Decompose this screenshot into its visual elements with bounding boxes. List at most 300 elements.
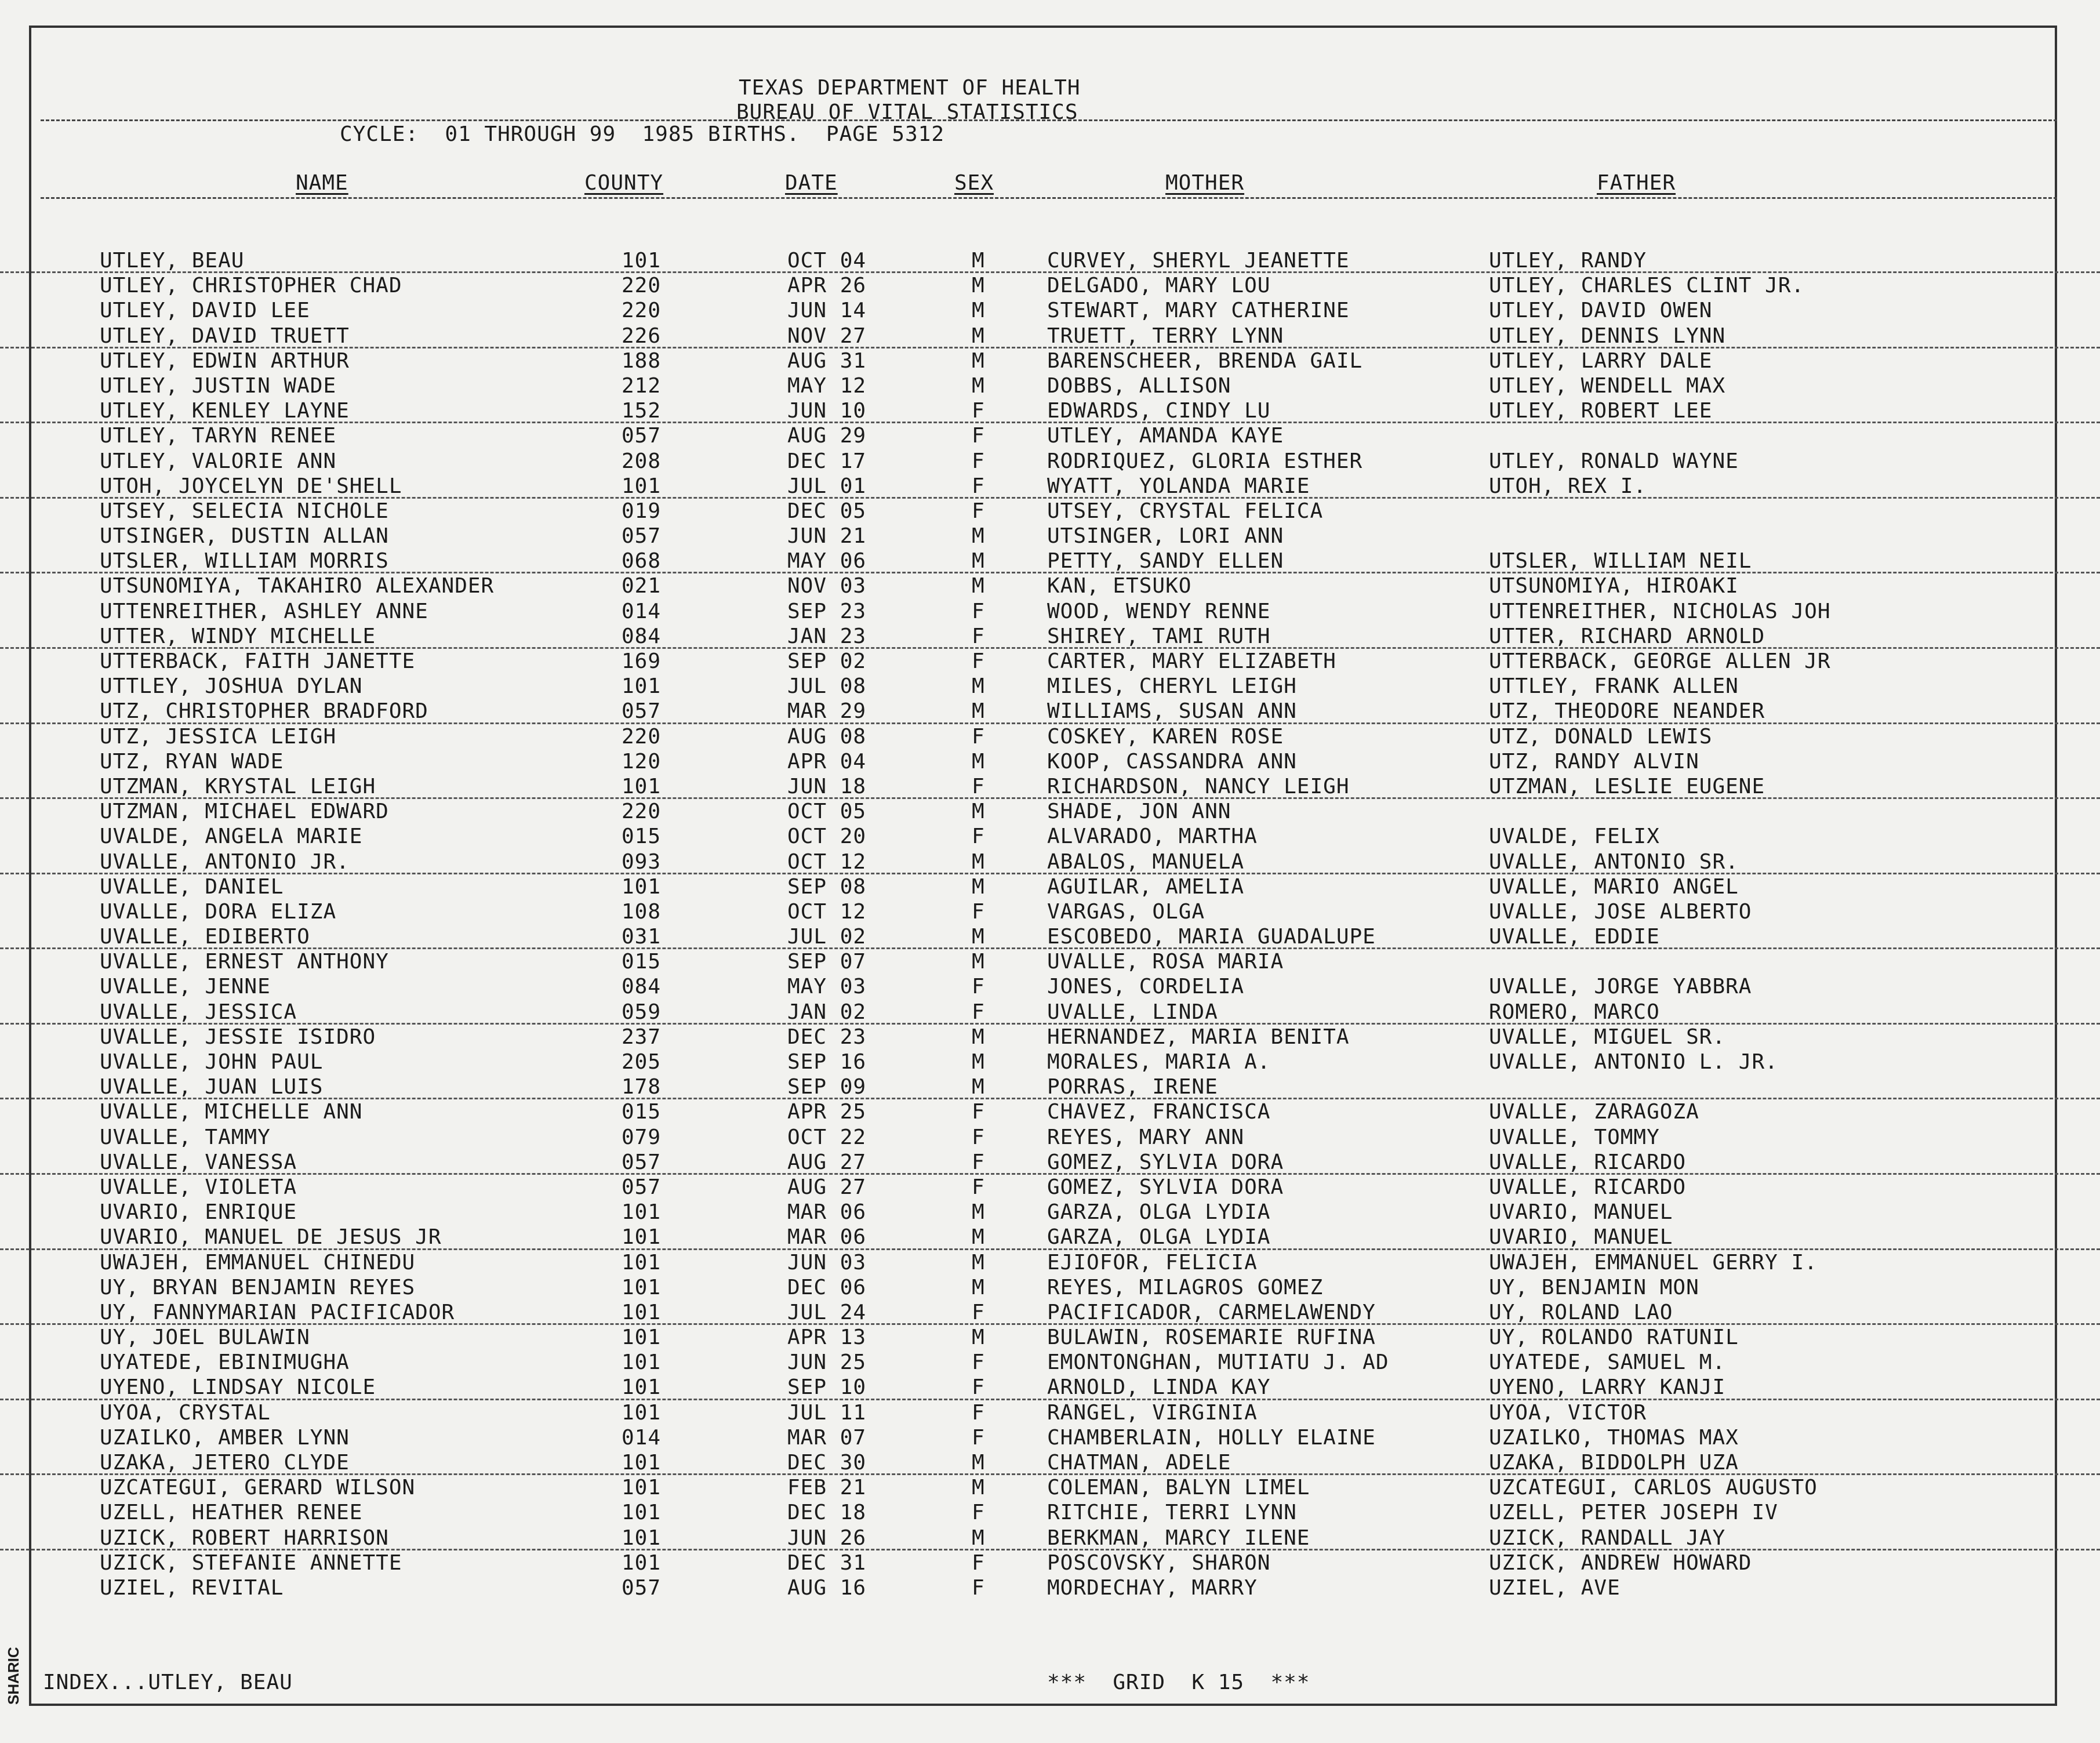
- record-sex: M: [972, 950, 985, 974]
- record-row: [0, 348, 2100, 373]
- record-row: [0, 1099, 2100, 1124]
- record-date: FEB 21: [787, 1476, 867, 1500]
- record-father: UTLEY, WENDELL MAX: [1489, 373, 1726, 398]
- col-name-header: NAME: [296, 171, 348, 195]
- record-row: [0, 398, 2100, 423]
- record-name: UYENO, LINDSAY NICOLE: [100, 1375, 376, 1400]
- record-sex: M: [972, 1275, 985, 1299]
- record-sex: M: [972, 524, 985, 549]
- record-name: UTLEY, DAVID TRUETT: [100, 324, 350, 348]
- record-father: UTLEY, RANDY: [1489, 249, 1647, 273]
- record-name: UVALLE, DORA ELIZA: [100, 899, 337, 924]
- record-mother: MORALES, MARIA A.: [1047, 1050, 1271, 1074]
- record-date: OCT 12: [787, 899, 867, 924]
- record-mother: PETTY, SANDY ELLEN: [1047, 549, 1284, 573]
- record-name: UY, FANNYMARIAN PACIFICADOR: [100, 1300, 455, 1324]
- record-mother: COLEMAN, BALYN LIMEL: [1047, 1476, 1310, 1500]
- record-county: 079: [622, 1125, 662, 1149]
- record-mother: STEWART, MARY CATHERINE: [1047, 299, 1350, 323]
- col-date-header: DATE: [785, 171, 838, 195]
- record-mother: RICHARDSON, NANCY LEIGH: [1047, 774, 1350, 798]
- record-sex: M: [972, 874, 985, 899]
- record-row: [0, 1225, 2100, 1250]
- record-sex: M: [972, 925, 985, 949]
- record-sex: M: [972, 1326, 985, 1350]
- record-sex: M: [972, 1526, 985, 1550]
- record-county: 220: [622, 299, 662, 323]
- record-sex: M: [972, 749, 985, 774]
- record-date: SEP 10: [787, 1375, 867, 1400]
- record-county: 101: [622, 1501, 662, 1525]
- record-name: UVALLE, VANESSA: [100, 1150, 297, 1174]
- record-name: UVALLE, JUAN LUIS: [100, 1075, 324, 1099]
- record-name: UTOH, JOYCELYN DE'SHELL: [100, 474, 402, 498]
- record-date: AUG 31: [787, 348, 867, 373]
- record-county: 101: [622, 1300, 662, 1324]
- record-county: 084: [622, 624, 662, 648]
- record-row: [0, 1400, 2100, 1425]
- record-date: JUN 26: [787, 1526, 867, 1550]
- record-name: UVALLE, JESSIE ISIDRO: [100, 1025, 376, 1049]
- record-sex: F: [972, 724, 985, 749]
- record-name: UVALLE, JOHN PAUL: [100, 1050, 324, 1074]
- record-row: [0, 273, 2100, 298]
- col-county-header: COUNTY: [584, 171, 664, 195]
- record-date: OCT 20: [787, 825, 867, 849]
- record-name: UVALLE, ANTONIO JR.: [100, 849, 350, 874]
- record-row: [0, 524, 2100, 549]
- footer-index: INDEX...UTLEY, BEAU: [43, 1671, 293, 1694]
- record-mother: GARZA, OLGA LYDIA: [1047, 1200, 1271, 1225]
- column-divider: [41, 197, 2057, 199]
- record-mother: AGUILAR, AMELIA: [1047, 874, 1245, 899]
- record-county: 015: [622, 1100, 662, 1124]
- record-date: MAR 29: [787, 699, 867, 724]
- record-date: DEC 18: [787, 1501, 867, 1525]
- record-father: UVARIO, MANUEL: [1489, 1200, 1673, 1225]
- record-date: MAY 12: [787, 373, 867, 398]
- record-row: [0, 573, 2100, 598]
- record-father: UVALLE, MARIO ANGEL: [1489, 874, 1739, 899]
- record-sex: M: [972, 1451, 985, 1475]
- record-mother: RANGEL, VIRGINIA: [1047, 1400, 1258, 1425]
- record-date: APR 26: [787, 274, 867, 298]
- record-date: SEP 02: [787, 649, 867, 673]
- record-date: DEC 05: [787, 499, 867, 523]
- record-sex: M: [972, 1476, 985, 1500]
- record-row: [0, 1175, 2100, 1200]
- record-date: JUN 14: [787, 299, 867, 323]
- record-date: JUL 01: [787, 474, 867, 498]
- record-name: UTLEY, KENLEY LAYNE: [100, 399, 350, 423]
- record-sex: F: [972, 1425, 985, 1450]
- record-sex: M: [972, 1050, 985, 1074]
- record-name: UVALLE, ERNEST ANTHONY: [100, 950, 389, 974]
- record-row: [0, 1475, 2100, 1500]
- record-row: [0, 298, 2100, 323]
- record-name: UTTER, WINDY MICHELLE: [100, 624, 376, 648]
- record-county: 101: [622, 1476, 662, 1500]
- record-date: SEP 23: [787, 599, 867, 623]
- record-mother: GOMEZ, SYLVIA DORA: [1047, 1175, 1284, 1199]
- record-mother: BERKMAN, MARCY ILENE: [1047, 1526, 1310, 1550]
- record-name: UYOA, CRYSTAL: [100, 1400, 271, 1425]
- record-date: JUL 11: [787, 1400, 867, 1425]
- record-mother: CHATMAN, ADELE: [1047, 1451, 1231, 1475]
- record-name: UTLEY, CHRISTOPHER CHAD: [100, 274, 402, 298]
- header-bureau: BUREAU OF VITAL STATISTICS: [736, 100, 1078, 124]
- record-mother: REYES, MARY ANN: [1047, 1125, 1245, 1149]
- record-father: UWAJEH, EMMANUEL GERRY I.: [1489, 1250, 1818, 1274]
- record-row: [0, 1025, 2100, 1050]
- record-name: UZICK, ROBERT HARRISON: [100, 1526, 389, 1550]
- record-row: [0, 1150, 2100, 1175]
- record-county: 101: [622, 249, 662, 273]
- record-name: UY, BRYAN BENJAMIN REYES: [100, 1275, 416, 1299]
- record-mother: KAN, ETSUKO: [1047, 574, 1192, 598]
- record-father: UTLEY, LARRY DALE: [1489, 348, 1713, 373]
- record-date: MAR 06: [787, 1225, 867, 1250]
- record-row: [0, 1550, 2100, 1575]
- record-county: 031: [622, 925, 662, 949]
- record-name: UTLEY, DAVID LEE: [100, 299, 310, 323]
- record-row: [0, 649, 2100, 674]
- record-father: UTLEY, CHARLES CLINT JR.: [1489, 274, 1805, 298]
- record-mother: UTSINGER, LORI ANN: [1047, 524, 1284, 549]
- record-mother: WILLIAMS, SUSAN ANN: [1047, 699, 1297, 724]
- record-county: 057: [622, 1175, 662, 1199]
- record-mother: CHAVEZ, FRANCISCA: [1047, 1100, 1271, 1124]
- record-sex: F: [972, 1175, 985, 1199]
- record-date: JUN 10: [787, 399, 867, 423]
- record-county: 101: [622, 1451, 662, 1475]
- record-county: 101: [622, 474, 662, 498]
- record-mother: VARGAS, OLGA: [1047, 899, 1205, 924]
- record-date: JAN 23: [787, 624, 867, 648]
- record-sex: M: [972, 373, 985, 398]
- record-father: UVALLE, JORGE YABBRA: [1489, 975, 1752, 999]
- record-county: 101: [622, 1200, 662, 1225]
- record-county: 212: [622, 373, 662, 398]
- record-mother: WYATT, YOLANDA MARIE: [1047, 474, 1310, 498]
- record-sex: F: [972, 1100, 985, 1124]
- record-sex: F: [972, 1150, 985, 1174]
- record-sex: F: [972, 774, 985, 798]
- record-name: UTLEY, EDWIN ARTHUR: [100, 348, 350, 373]
- record-mother: RODRIQUEZ, GLORIA ESTHER: [1047, 449, 1363, 473]
- record-row: [0, 1125, 2100, 1150]
- record-father: UVALLE, EDDIE: [1489, 925, 1660, 949]
- record-date: JAN 02: [787, 1000, 867, 1024]
- record-row: [0, 1200, 2100, 1225]
- record-date: JUL 08: [787, 674, 867, 699]
- record-sex: F: [972, 649, 985, 673]
- record-mother: REYES, MILAGROS GOMEZ: [1047, 1275, 1324, 1299]
- record-name: UTZ, JESSICA LEIGH: [100, 724, 337, 749]
- record-father: UVALLE, MIGUEL SR.: [1489, 1025, 1726, 1049]
- record-mother: UTSEY, CRYSTAL FELICA: [1047, 499, 1324, 523]
- record-county: 101: [622, 674, 662, 699]
- record-county: 101: [622, 1326, 662, 1350]
- record-mother: ESCOBEDO, MARIA GUADALUPE: [1047, 925, 1376, 949]
- record-date: AUG 29: [787, 424, 867, 448]
- record-mother: TRUETT, TERRY LYNN: [1047, 324, 1284, 348]
- record-mother: PACIFICADOR, CARMELAWENDY: [1047, 1300, 1376, 1324]
- record-date: DEC 23: [787, 1025, 867, 1049]
- record-father: UVALDE, FELIX: [1489, 825, 1660, 849]
- record-name: UTZ, CHRISTOPHER BRADFORD: [100, 699, 428, 724]
- col-sex-header: SEX: [954, 171, 994, 195]
- record-name: UZAILKO, AMBER LYNN: [100, 1425, 350, 1450]
- record-mother: HERNANDEZ, MARIA BENITA: [1047, 1025, 1350, 1049]
- record-sex: M: [972, 348, 985, 373]
- record-sex: M: [972, 1200, 985, 1225]
- record-father: UVALLE, ANTONIO L. JR.: [1489, 1050, 1778, 1074]
- record-county: 152: [622, 399, 662, 423]
- record-father: UTZ, RANDY ALVIN: [1489, 749, 1699, 774]
- record-county: 068: [622, 549, 662, 573]
- record-date: AUG 08: [787, 724, 867, 749]
- record-sex: M: [972, 674, 985, 699]
- record-sex: F: [972, 1575, 985, 1600]
- record-mother: ARNOLD, LINDA KAY: [1047, 1375, 1271, 1400]
- record-row: [0, 1375, 2100, 1400]
- record-date: APR 04: [787, 749, 867, 774]
- record-date: JUN 18: [787, 774, 867, 798]
- record-county: 057: [622, 1150, 662, 1174]
- record-father: UZCATEGUI, CARLOS AUGUSTO: [1489, 1476, 1818, 1500]
- record-name: UTZMAN, MICHAEL EDWARD: [100, 800, 389, 824]
- record-father: UTSUNOMIYA, HIROAKI: [1489, 574, 1739, 598]
- record-father: UTTLEY, FRANK ALLEN: [1489, 674, 1739, 699]
- header-divider: [41, 119, 2057, 121]
- record-date: DEC 30: [787, 1451, 867, 1475]
- record-name: UTLEY, JUSTIN WADE: [100, 373, 337, 398]
- record-mother: GOMEZ, SYLVIA DORA: [1047, 1150, 1284, 1174]
- record-date: AUG 16: [787, 1575, 867, 1600]
- record-name: UYATEDE, EBINIMUGHA: [100, 1350, 350, 1375]
- record-date: OCT 12: [787, 849, 867, 874]
- record-row: [0, 1275, 2100, 1300]
- record-row: [0, 949, 2100, 974]
- record-county: 101: [622, 1225, 662, 1250]
- record-row: [0, 1300, 2100, 1325]
- record-date: AUG 27: [787, 1150, 867, 1174]
- record-county: 220: [622, 274, 662, 298]
- record-sex: M: [972, 274, 985, 298]
- record-mother: DOBBS, ALLISON: [1047, 373, 1231, 398]
- record-name: UTZ, RYAN WADE: [100, 749, 284, 774]
- record-county: 178: [622, 1075, 662, 1099]
- record-row: [0, 1050, 2100, 1074]
- record-date: JUN 03: [787, 1250, 867, 1274]
- record-father: UZELL, PETER JOSEPH IV: [1489, 1501, 1778, 1525]
- record-father: UZICK, ANDREW HOWARD: [1489, 1550, 1752, 1575]
- record-county: 021: [622, 574, 662, 598]
- record-date: NOV 03: [787, 574, 867, 598]
- record-sex: F: [972, 424, 985, 448]
- record-father: UZIEL, AVE: [1489, 1575, 1621, 1600]
- record-date: DEC 17: [787, 449, 867, 473]
- record-row: [0, 774, 2100, 799]
- record-row: [0, 1575, 2100, 1600]
- record-mother: UTLEY, AMANDA KAYE: [1047, 424, 1284, 448]
- record-name: UVALLE, MICHELLE ANN: [100, 1100, 363, 1124]
- record-row: [0, 1425, 2100, 1450]
- record-county: 101: [622, 1350, 662, 1375]
- record-father: UY, ROLAND LAO: [1489, 1300, 1673, 1324]
- record-sex: F: [972, 1400, 985, 1425]
- record-row: [0, 1000, 2100, 1025]
- record-sex: F: [972, 499, 985, 523]
- record-row: [0, 1250, 2100, 1275]
- record-father: UZAILKO, THOMAS MAX: [1489, 1425, 1739, 1450]
- record-sex: M: [972, 800, 985, 824]
- record-row: [0, 449, 2100, 474]
- record-father: UTOH, REX I.: [1489, 474, 1647, 498]
- record-county: 014: [622, 599, 662, 623]
- record-date: OCT 22: [787, 1125, 867, 1149]
- record-row: [0, 699, 2100, 724]
- record-name: UWAJEH, EMMANUEL CHINEDU: [100, 1250, 416, 1274]
- record-sex: M: [972, 299, 985, 323]
- record-county: 237: [622, 1025, 662, 1049]
- record-sex: F: [972, 1125, 985, 1149]
- record-name: UZIEL, REVITAL: [100, 1575, 284, 1600]
- record-father: UVALLE, RICARDO: [1489, 1150, 1687, 1174]
- record-name: UTLEY, VALORIE ANN: [100, 449, 337, 473]
- record-date: JUN 21: [787, 524, 867, 549]
- record-county: 101: [622, 874, 662, 899]
- record-date: SEP 16: [787, 1050, 867, 1074]
- record-county: 015: [622, 825, 662, 849]
- record-row: [0, 499, 2100, 524]
- record-name: UVALLE, EDIBERTO: [100, 925, 310, 949]
- record-sex: M: [972, 549, 985, 573]
- record-name: UTZMAN, KRYSTAL LEIGH: [100, 774, 376, 798]
- record-sex: M: [972, 1225, 985, 1250]
- record-name: UTSLER, WILLIAM MORRIS: [100, 549, 389, 573]
- record-father: UYENO, LARRY KANJI: [1489, 1375, 1726, 1400]
- record-name: UZAKA, JETERO CLYDE: [100, 1451, 350, 1475]
- record-row: [0, 874, 2100, 899]
- record-name: UY, JOEL BULAWIN: [100, 1326, 310, 1350]
- record-mother: EMONTONGHAN, MUTIATU J. AD: [1047, 1350, 1389, 1375]
- record-name: UZELL, HEATHER RENEE: [100, 1501, 363, 1525]
- record-mother: RITCHIE, TERRI LYNN: [1047, 1501, 1297, 1525]
- header-org: TEXAS DEPARTMENT OF HEALTH: [739, 76, 1081, 100]
- record-row: [0, 373, 2100, 398]
- record-row: [0, 1500, 2100, 1525]
- header-cycle: CYCLE: 01 THROUGH 99 1985 BIRTHS. PAGE 5312: [340, 122, 944, 146]
- record-county: 101: [622, 774, 662, 798]
- record-county: 015: [622, 950, 662, 974]
- record-county: 101: [622, 1400, 662, 1425]
- record-row: [0, 849, 2100, 874]
- record-row: [0, 324, 2100, 348]
- record-mother: ABALOS, MANUELA: [1047, 849, 1245, 874]
- record-row: [0, 724, 2100, 749]
- record-county: 084: [622, 975, 662, 999]
- record-date: APR 13: [787, 1326, 867, 1350]
- record-date: OCT 05: [787, 800, 867, 824]
- record-father: UVALLE, JOSE ALBERTO: [1489, 899, 1752, 924]
- record-sex: M: [972, 1250, 985, 1274]
- record-sex: M: [972, 849, 985, 874]
- record-name: UTTLEY, JOSHUA DYLAN: [100, 674, 363, 699]
- record-father: UTLEY, RONALD WAYNE: [1489, 449, 1739, 473]
- record-name: UZICK, STEFANIE ANNETTE: [100, 1550, 402, 1575]
- record-father: UTTENREITHER, NICHOLAS JOH: [1489, 599, 1831, 623]
- record-father: UZICK, RANDALL JAY: [1489, 1526, 1726, 1550]
- record-county: 093: [622, 849, 662, 874]
- record-row: [0, 974, 2100, 999]
- record-mother: WOOD, WENDY RENNE: [1047, 599, 1271, 623]
- record-county: 205: [622, 1050, 662, 1074]
- record-row: [0, 674, 2100, 699]
- record-mother: KOOP, CASSANDRA ANN: [1047, 749, 1297, 774]
- record-sex: F: [972, 975, 985, 999]
- record-name: UTLEY, TARYN RENEE: [100, 424, 337, 448]
- record-county: 019: [622, 499, 662, 523]
- record-row: [0, 1526, 2100, 1550]
- record-county: 108: [622, 899, 662, 924]
- record-row: [0, 624, 2100, 649]
- record-father: UTLEY, DAVID OWEN: [1489, 299, 1713, 323]
- record-father: UVALLE, TOMMY: [1489, 1125, 1660, 1149]
- record-sex: F: [972, 449, 985, 473]
- record-date: AUG 27: [787, 1175, 867, 1199]
- record-sex: F: [972, 1350, 985, 1375]
- record-date: SEP 07: [787, 950, 867, 974]
- record-sex: F: [972, 899, 985, 924]
- record-date: MAY 06: [787, 549, 867, 573]
- record-father: UTZ, THEODORE NEANDER: [1489, 699, 1765, 724]
- record-mother: UVALLE, LINDA: [1047, 1000, 1218, 1024]
- record-mother: BARENSCHEER, BRENDA GAIL: [1047, 348, 1363, 373]
- record-mother: EJIOFOR, FELICIA: [1047, 1250, 1258, 1274]
- record-county: 057: [622, 424, 662, 448]
- record-sex: F: [972, 624, 985, 648]
- record-county: 057: [622, 1575, 662, 1600]
- record-name: UVALLE, JESSICA: [100, 1000, 297, 1024]
- record-mother: JONES, CORDELIA: [1047, 975, 1245, 999]
- record-name: UVARIO, MANUEL DE JESUS JR: [100, 1225, 442, 1250]
- record-mother: GARZA, OLGA LYDIA: [1047, 1225, 1271, 1250]
- record-county: 101: [622, 1250, 662, 1274]
- record-name: UTTERBACK, FAITH JANETTE: [100, 649, 416, 673]
- record-row: [0, 749, 2100, 774]
- record-father: UTZMAN, LESLIE EUGENE: [1489, 774, 1765, 798]
- record-father: UTLEY, ROBERT LEE: [1489, 399, 1713, 423]
- record-row: [0, 248, 2100, 273]
- record-name: UTSUNOMIYA, TAKAHIRO ALEXANDER: [100, 574, 495, 598]
- record-date: JUL 02: [787, 925, 867, 949]
- record-father: UTSLER, WILLIAM NEIL: [1489, 549, 1752, 573]
- record-father: UY, ROLANDO RATUNIL: [1489, 1326, 1739, 1350]
- record-county: 101: [622, 1275, 662, 1299]
- record-name: UTSINGER, DUSTIN ALLAN: [100, 524, 389, 549]
- record-father: UVALLE, RICARDO: [1489, 1175, 1687, 1199]
- record-sex: F: [972, 1375, 985, 1400]
- record-row: [0, 423, 2100, 448]
- record-county: 059: [622, 1000, 662, 1024]
- record-sex: F: [972, 1501, 985, 1525]
- record-sex: M: [972, 1025, 985, 1049]
- record-mother: BULAWIN, ROSEMARIE RUFINA: [1047, 1326, 1376, 1350]
- record-mother: POSCOVSKY, SHARON: [1047, 1550, 1271, 1575]
- record-sex: F: [972, 1000, 985, 1024]
